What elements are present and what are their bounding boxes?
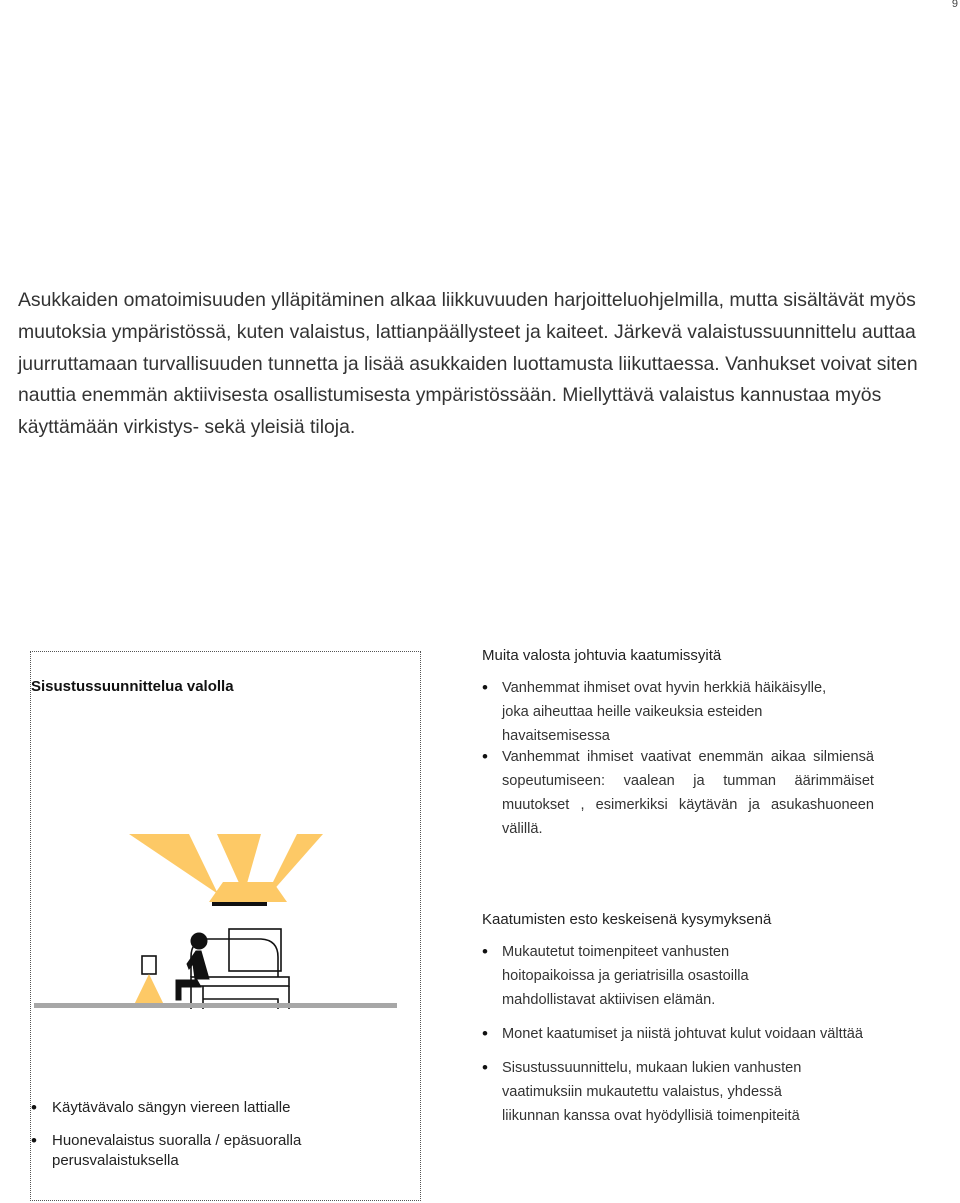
intro-paragraph: Asukkaiden omatoimisuuden ylläpitäminen alkaa liikkuvuuden harjoitteluohjelmilla, mutta sisältävät myös muutoksia ympäristössä, kuten valaistus, lattianpäällysteet ja kaiteet. Järkevä valaistussuunnittelu auttaa juurruttamaan turvallisuuden tunnetta ja lisää asukkaiden luottamusta liikuttaessa. Vanhukset voivat siten nauttia enemmän aktiivisesta osallistumisesta ympäristössään. Miellyttävä valaistus kannustaa myös käyttämään virkistys- sekä yleisiä tiloja. [18,289,918,439]
wall-lamp [142,956,156,974]
fall-prevention-section [482,911,922,1124]
light-beam [129,834,218,894]
list-item: • Vanhemmat ihmiset ovat hyvin herkkiä häikäisylle, joka aiheuttaa heille vaikeuksia esteiden havaitsemisessa [482,678,827,744]
bullet-dot-icon: • [482,747,488,766]
bullet-dot-icon: • [482,678,488,697]
bed-headboard [229,929,281,971]
floor-line [34,1003,397,1008]
ceiling-light-icon [129,834,323,906]
section-title: Kaatumisten esto keskeisenä kysymyksenä [482,911,772,928]
list-item: • Monet kaatumiset ja niistä johtuvat kulut voidaan välttää [482,1022,927,1046]
bullet-dot-icon: • [31,1098,37,1117]
bullet-dot-icon: • [482,942,488,961]
list-item: • Sisustussuunnittelu, mukaan lukien vanhusten vaatimuksiin mukautettu valaistus, yhdessä liikunnan kanssa ovat hyödyllisiä toimenpiteitä [482,1058,802,1124]
person-legs [176,980,201,1000]
night-light-beam [133,974,165,1007]
list-item: • Mukautetut toimenpiteet vanhusten hoitopaikoissa ja geriatrisilla osastoilla mahdollistavat aktiivisen elämän. [482,942,749,1008]
fall-causes-section [482,647,922,837]
bullet-dot-icon: • [482,1024,488,1043]
list-item: • Vanhemmat ihmiset vaativat enemmän aikaa silmiensä sopeutumiseen: vaalean ja tumman äärimmäiset muutokset , esimerkiksi käytävän ja asukashuoneen välillä. [482,747,874,837]
list-item: • Huonevalaistus suoralla / epäsuoralla perusvalaistuksella [31,1131,302,1169]
person-sitting-icon [176,933,209,1000]
ceiling-lamp [212,902,267,906]
bullet-dot-icon: • [31,1131,37,1150]
list-item: • Käytävävalo sängyn viereen lattialle [31,1098,291,1117]
night-light-icon [133,956,165,1007]
lighting-illustration [31,829,421,1009]
box-title: Sisustussuunnittelua valolla [31,678,234,695]
page-number: 9 [951,0,958,10]
section-title: Muita valosta johtuvia kaatumissyitä [482,647,722,664]
bullet-dot-icon: • [482,1058,488,1077]
person-head [191,933,207,949]
lighting-design-box [30,651,421,1201]
box-bullet-list [31,1098,391,1171]
